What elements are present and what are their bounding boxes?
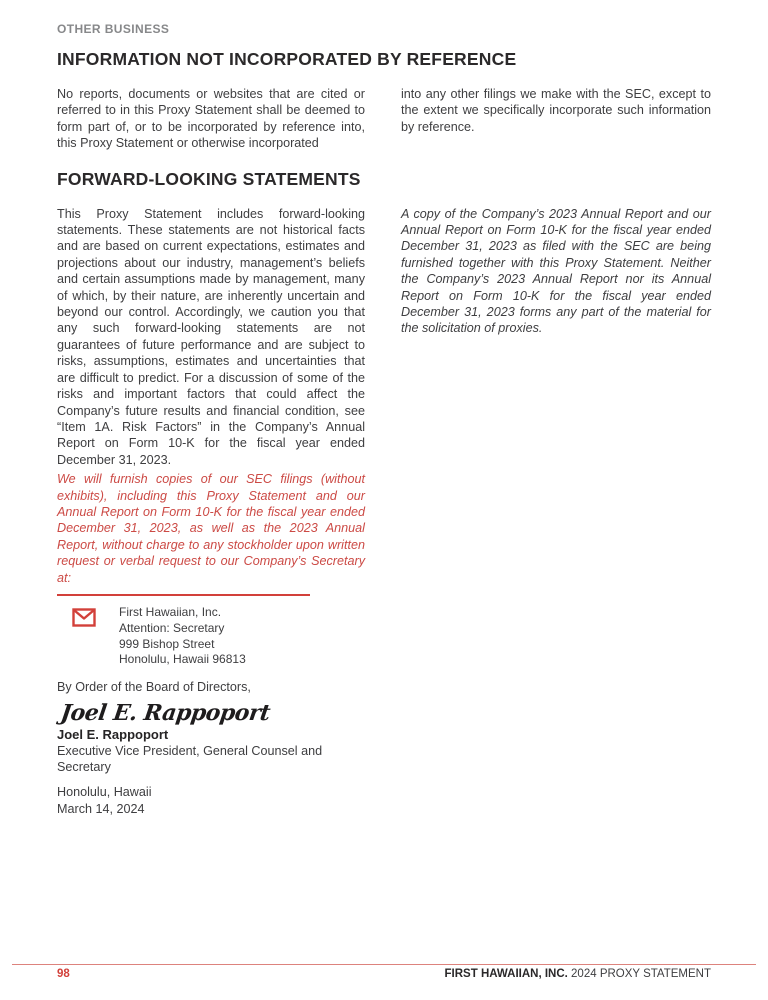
contact-line-street: 999 Bishop Street bbox=[119, 636, 215, 651]
red-divider-rule bbox=[57, 594, 310, 596]
signer-name: Joel E. Rappoport bbox=[57, 726, 169, 742]
forward-columns bbox=[57, 206, 711, 818]
forward-right-column bbox=[401, 206, 711, 337]
envelope-icon bbox=[72, 607, 96, 633]
forward-left-column bbox=[57, 206, 365, 818]
heading-information-not-incorporated: INFORMATION NOT INCORPORATED BY REFERENCE bbox=[57, 49, 517, 69]
sec-filings-notice: We will furnish copies of our SEC filings (without exhibits), including this Proxy Statement and our Annual Report on Form 10-K for the fiscal year ended December 31, 2023, as well as the 2023 Annual Report, without charge to any stockholder upon written request or verbal request to our Company’s Secretary at: bbox=[57, 472, 365, 585]
footer-brand-bold: FIRST HAWAIIAN, INC. bbox=[444, 968, 568, 980]
heading-forward-looking-statements: FORWARD-LOOKING STATEMENTS bbox=[57, 168, 361, 189]
info-paragraph-left: No reports, documents or websites that are cited or referred to in this Proxy Statement shall be deemed to form part of, or to be incorporated by reference into, this Proxy Statement or otherwise incorporated bbox=[57, 87, 365, 151]
closing-date: March 14, 2024 bbox=[57, 801, 145, 816]
contact-address bbox=[119, 605, 246, 668]
place-date-block bbox=[57, 784, 365, 817]
footer-brand bbox=[445, 968, 711, 980]
by-order-line: By Order of the Board of Directors, bbox=[57, 680, 251, 695]
signature-wrap bbox=[57, 696, 365, 727]
contact-block bbox=[57, 605, 365, 668]
info-paragraph-right: into any other filings we make with the SEC, except to the extent we specifically incorporate such information by reference. bbox=[401, 87, 711, 134]
footer-brand-regular: 2024 PROXY STATEMENT bbox=[567, 968, 711, 980]
closing-location: Honolulu, Hawaii bbox=[57, 785, 152, 800]
contact-line-company: First Hawaiian, Inc. bbox=[119, 604, 222, 619]
signer-title: Executive Vice President, General Counsel and Secretary bbox=[57, 743, 323, 774]
signature-script: Joel E. Rappoport bbox=[59, 699, 272, 726]
info-columns bbox=[57, 86, 711, 152]
page-content bbox=[57, 22, 711, 817]
contact-line-attention: Attention: Secretary bbox=[119, 620, 225, 635]
footer-page-number: 98 bbox=[57, 968, 70, 980]
forward-paragraph-main: This Proxy Statement includes forward-looking statements. These statements are not historical facts and are based on current expectations, estimates and projections about our industry, management’s beliefs and certain assumptions made by management, many of which, by their nature, are inherently uncertain and beyond our control. Accordingly, we caution you that any such forward-looking statements are not guarantees of future performance and are subject to risks, assumptions, estimates and uncertainties that are difficult to predict. For a discussion of some of the risks and important factors that could affect the Company’s future results and financial condition, see “Item 1A. Risk Factors” in the Company’s Annual Report on Form 10-K for the fiscal year ended December 31, 2023. bbox=[57, 206, 365, 467]
footer-rule bbox=[12, 964, 756, 965]
page-footer bbox=[57, 968, 711, 980]
section-eyebrow: OTHER BUSINESS bbox=[57, 22, 170, 36]
contact-line-city: Honolulu, Hawaii 96813 bbox=[119, 652, 246, 667]
annual-report-notice: A copy of the Company’s 2023 Annual Report and our Annual Report on Form 10-K for the fiscal year ended December 31, 2023 as filed with the SEC are being furnished together with this Proxy Statement. Neither the Company’s 2023 Annual Report nor its Annual Report on Form 10-K for the fiscal year ended December 31, 2023 forms any part of the material for the solicitation of proxies. bbox=[401, 206, 711, 336]
